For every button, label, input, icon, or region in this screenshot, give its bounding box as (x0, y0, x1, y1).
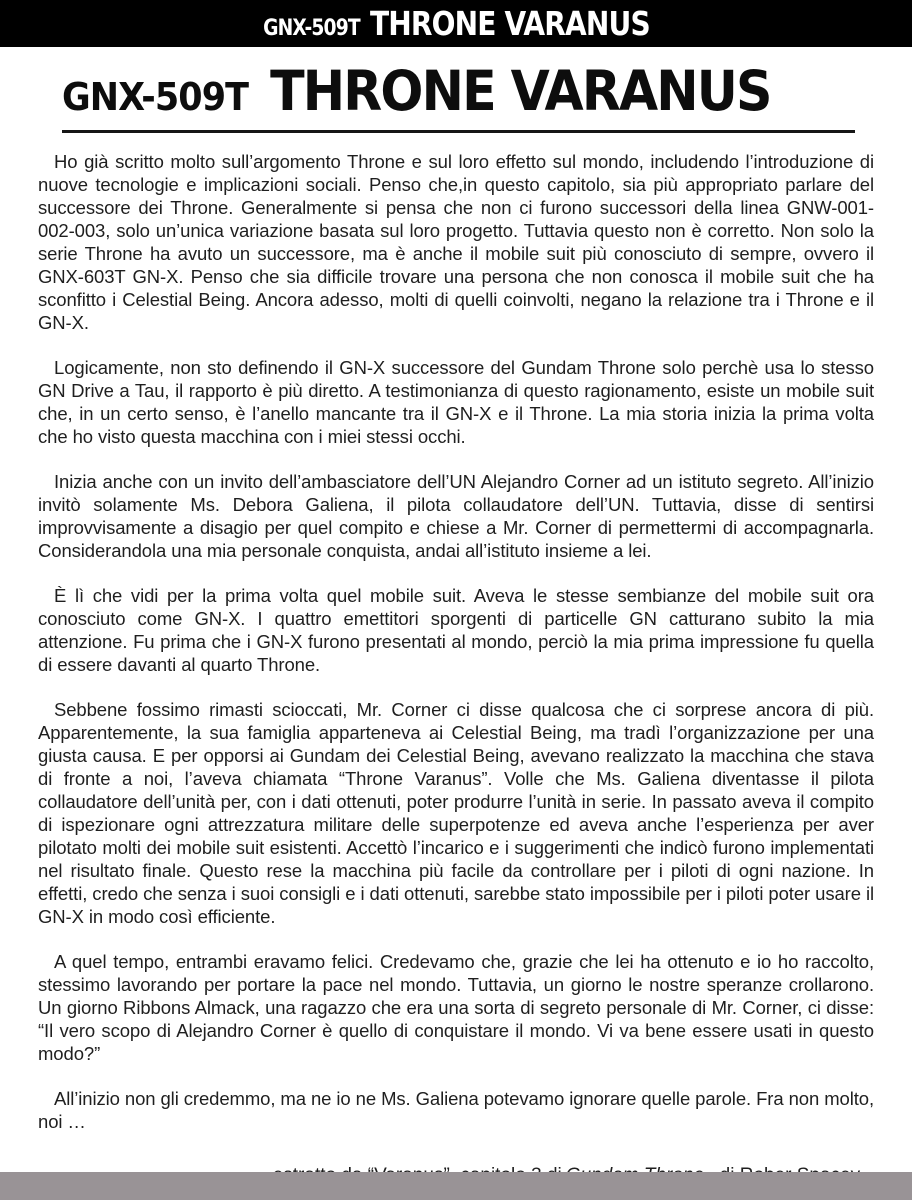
paragraph: Ho già scritto molto sull’argomento Throne e sul loro effetto sul mondo, includendo l’introduzione di nuove tecnologie e implicazioni sociali. Penso che,in questo capitolo, sia più appropriato parlare del successore dei Throne. Generalmente si pensa che non ci furono successori della linea GNW-001-002-003, solo un’unica variazione basata sul loro progetto. Tuttavia questo non è corretto. Non solo la serie Throne ha avuto un successore, ma è anche il mobile suit più conosciuto di sempre, ovvero il GNX-603T GN-X. Penso che sia difficile trovare una persona che non conosca il mobile suit che ha sconfitto i Celestial Being. Ancora adesso, molti di quelli coinvolti, negano la relazione tra i Throne e il GN-X. (38, 151, 874, 333)
top-banner (0, 0, 912, 47)
bottom-bar (0, 1172, 912, 1200)
article-body (38, 150, 874, 1133)
paragraph: Sebbene fossimo rimasti scioccati, Mr. Corner ci disse qualcosa che ci sorprese ancora di più. Apparentemente, la sua famiglia apparteneva ai Celestial Being, ma tradì l’organizzazione per una giusta causa. E per opporsi ai Gundam dei Celestial Being, avevano realizzato la macchina che stava di fronte a noi, l’aveva chiamata “Throne Varanus”. Volle che Ms. Galiena diventasse il pilota collaudatore dell’unità per, con i dati ottenuti, poter produrre l’unità in serie. In passato aveva il compito di ispezionare ogni attrezzatura militare delle superpotenze ed aveva anche l’esperienza per aver pilotato molti dei mobile suit esistenti. Accettò l’incarico e i suggerimenti che indicò furono implementati nel risultato finale. Questo rese la macchina più facile da controllare per i piloti di ogni nazione. In effetti, credo che senza i suoi consigli e i dati ottenuti, sarebbe stato impossibile per i piloti poter usare il GN-X in modo così efficiente. (38, 699, 874, 927)
paragraph: È lì che vidi per la prima volta quel mobile suit. Aveva le stesse sembianze del mobile suit ora conosciuto come GN-X. I quattro emettitori sporgenti di particelle GN catturano subito la mia attenzione. Fu prima che i GN-X furono presentati al mondo, perciò la mia prima impressione fu quella di essere davanti al quarto Throne. (38, 585, 874, 675)
banner-title: THRONE VARANUS (369, 4, 650, 43)
banner-model-code: GNX-509T (262, 16, 360, 41)
paragraph: All’inizio non gli credemmo, ma ne io ne Ms. Galiena potevamo ignorare quelle parole. Fra non molto, noi … (38, 1088, 874, 1132)
page-heading (62, 59, 844, 123)
heading-divider (62, 130, 855, 133)
paragraph: Inizia anche con un invito dell’ambasciatore dell’UN Alejandro Corner ad un istituto segreto. All’inizio invitò solamente Ms. Debora Galiena, il pilota collaudatore dell’UN. Tuttavia, disse di sentirsi improvvisamente a disagio per quel compito e chiese a Mr. Corner di permettermi di accompagnarla. Considerandola una mia personale conquista, andai all’istituto insieme a lei. (38, 471, 874, 561)
paragraph: Logicamente, non sto definendo il GN-X successore del Gundam Throne solo perchè usa lo stesso GN Drive a Tau, il rapporto è più diretto. A testimonianza di questo ragionamento, esiste un mobile suit che, in un certo senso, è l’anello mancante tra il GN-X e il Throne. La mia storia inizia la prima volta che ho visto questa macchina con i miei stessi occhi. (38, 357, 874, 447)
paragraph: A quel tempo, entrambi eravamo felici. Credevamo che, grazie che lei ha ottenuto e io ho raccolto, stessimo lavorando per portare la pace nel mondo. Tuttavia, un giorno le nostre speranze crollarono. Un giorno Ribbons Almack, una ragazzo che era una sorta di segreto personale di Mr. Corner, ci disse: “Il vero scopo di Alejandro Corner è quello di conquistare il mondo. Vi va bene essere usati in questo modo?” (38, 951, 874, 1064)
heading-model-code: GNX-509T (62, 75, 249, 119)
page-title: THRONE VARANUS (270, 59, 771, 123)
top-banner-text (263, 4, 650, 43)
